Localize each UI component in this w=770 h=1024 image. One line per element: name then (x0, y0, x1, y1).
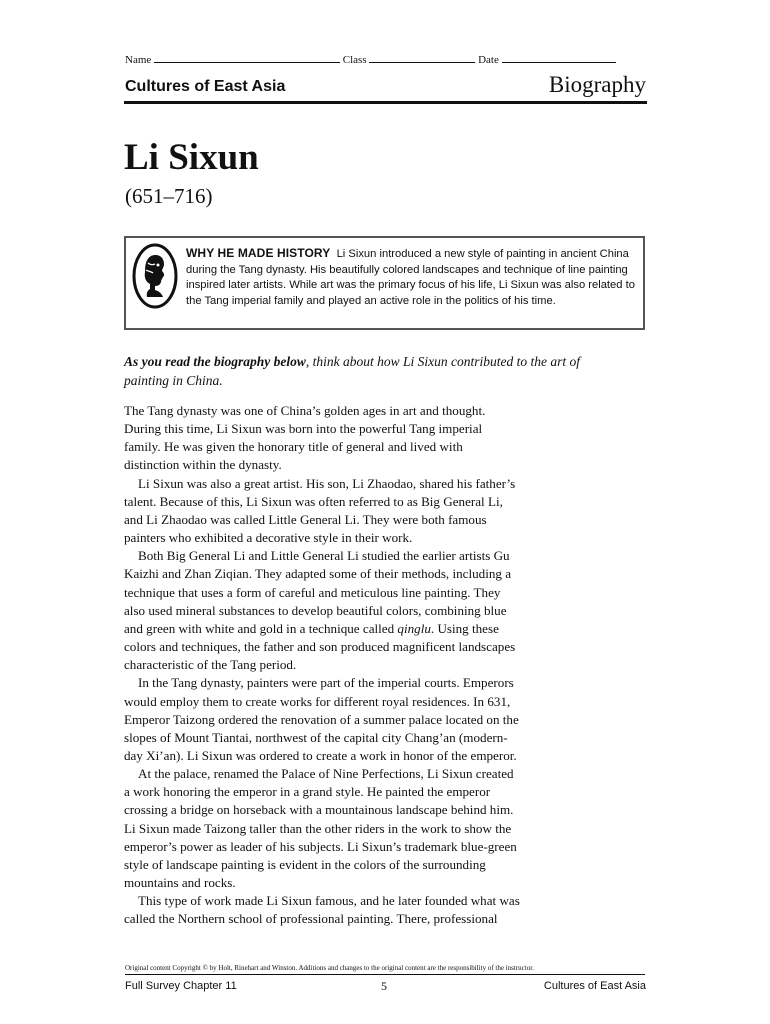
body-line: a work honoring the emperor in a grand style. He painted the emperor (124, 784, 491, 800)
body-line: talent. Because of this, Li Sixun was often referred to as Big General Li, (124, 493, 503, 509)
class-blank[interactable] (369, 52, 475, 63)
profile-head-icon (131, 242, 179, 310)
body-line: day Xi’an). Li Sixun was ordered to create a work in honor of the emperor. (124, 747, 517, 763)
body-line: technique that uses a form of careful and meticulous line painting. They (124, 584, 501, 600)
body-line: At the palace, renamed the Palace of Nine Perfections, Li Sixun created (138, 766, 514, 782)
body-line: called the Northern school of professional painting. There, professional (124, 911, 498, 927)
biography-body (124, 402, 570, 929)
body-line: Emperor Taizong ordered the renovation of a summer palace located on the (124, 711, 519, 727)
body-line: Li Sixun made Taizong taller than the other riders in the work to show the (124, 820, 512, 836)
body-line: and Li Zhaodao was called Little General Li. They were both famous (124, 511, 487, 527)
header-rule (124, 101, 647, 104)
body-line: style of landscape painting is evident in the colors of the surrounding (124, 856, 486, 872)
body-line: colors and techniques, the father and son produced magnificent landscapes (124, 639, 516, 655)
date-label: Date (478, 54, 499, 66)
name-label: Name (125, 54, 152, 66)
reading-prompt-rest: , think about how Li Sixun contributed to the art of painting in China. (124, 354, 581, 388)
name-blank[interactable] (154, 52, 340, 63)
body-line: family. He was given the honorary title of general and lived with (124, 439, 463, 455)
copyright-notice: Original content Copyright © by Holt, Rinehart and Winston. Additions and changes to the original content are the responsibility of the instructor. (125, 964, 645, 975)
page-number: 5 (381, 979, 387, 993)
body-line: Both Big General Li and Little General Li studied the earlier artists Gu (138, 548, 510, 564)
body-line: and green with white and gold in a technique called qinglu. Using these (124, 620, 499, 636)
body-line: This type of work made Li Sixun famous, and he later founded what was (138, 893, 520, 909)
reading-prompt-bold: As you read the biography below (124, 354, 306, 369)
body-line: mountains and rocks. (124, 875, 236, 891)
body-line: In the Tang dynasty, painters were part of the imperial courts. Emperors (138, 675, 514, 691)
body-line: The Tang dynasty was one of China’s golden ages in art and thought. (124, 403, 486, 418)
course-title: Cultures of East Asia (125, 78, 286, 95)
class-label: Class (342, 54, 367, 66)
reading-prompt (124, 353, 584, 390)
footer-course: Cultures of East Asia (543, 980, 646, 992)
body-line: painters who exhibited a decorative style in their work. (124, 530, 413, 546)
biography-name: Li Sixun (124, 137, 259, 178)
history-lead: WHY HE MADE HISTORY (186, 246, 331, 260)
why-he-made-history-text (186, 246, 641, 309)
body-line: Li Sixun was also a great artist. His son, Li Zhaodao, shared his father’s (138, 475, 516, 491)
biography-dates: (651–716) (125, 184, 213, 208)
body-line: emperor’s power as leader of his subjects. Li Sixun’s trademark blue-green (124, 838, 517, 854)
body-line: distinction within the dynasty. (124, 457, 282, 473)
body-line: slopes of Mount Tiantai, northwest of the capital city Chang’an (modern- (124, 729, 508, 745)
name-class-date-line (125, 52, 647, 66)
body-line: would employ them to create works for different royal residences. In 631, (124, 693, 511, 709)
body-line: During this time, Li Sixun was born into the powerful Tang imperial (124, 421, 483, 437)
footer-chapter: Full Survey Chapter 11 (125, 980, 237, 992)
body-line: characteristic of the Tang period. (124, 657, 297, 673)
body-line: Kaizhi and Zhan Ziqian. They adapted some of their methods, including a (124, 566, 512, 582)
date-blank[interactable] (502, 52, 616, 63)
history-body: Li Sixun introduced a new style of painting in ancient China during the Tang dynasty. His beautifully colored landscapes and technique of line painting inspired later artists. While art was the primary focus of his life, Li Sixun was also related to the Tang imperial family and played an active role in the politics of his time. (186, 248, 635, 307)
body-line: crossing a bridge on horseback with a mountainous landscape behind him. (124, 802, 514, 818)
term-qinglu: qinglu (397, 620, 431, 636)
why-he-made-history-box (124, 236, 645, 330)
document-type: Biography (548, 72, 646, 97)
body-line: also used mineral substances to develop beautiful colors, combining blue (124, 602, 507, 618)
